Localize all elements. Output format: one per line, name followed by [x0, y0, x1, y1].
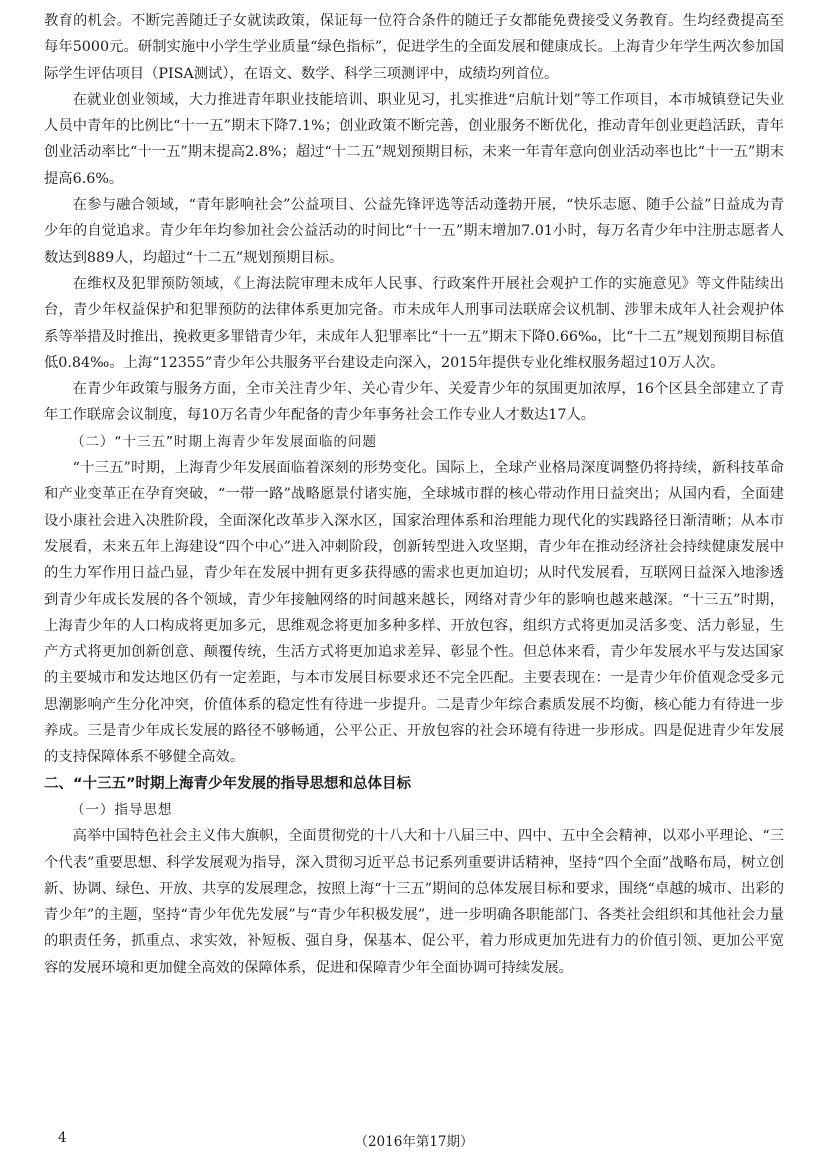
subheading-problems: （二）“十三五”时期上海青少年发展面临的问题: [71, 433, 377, 450]
page-number: 4: [58, 1130, 67, 1146]
subheading-guiding-ideology: （一）指导思想: [71, 801, 173, 818]
paragraph-employment: 在就业创业领域，大力推进青年职业技能培训、职业见习，扎实推进“启航计划”等工作项目，本市城镇登记失业人员中青年的比例比“十一五”期末下降7.1%；创业政策不断完善，创业服务不断优化，推动青年创业更趋活跃，青年创业活动率比“十一五”期末提高2.8%；超过“十二五”规划预期目标，未来一年青年意向创业活动率也比“十一五”期末提高6.6%。: [44, 91, 784, 187]
page-footer: [44, 1130, 784, 1154]
section-heading-guiding-ideology: 二、“十三五”时期上海青少年发展的指导思想和总体目标: [44, 775, 412, 792]
document-body: [44, 8, 784, 981]
paragraph-policy-services: 在青少年政策与服务方面，全市关注青少年、关心青少年、关爱青少年的氛围更加浓厚，16个区县全部建立了青年工作联席会议制度，每10万名青少年配备的青少年事务社会工作专业人才数达17人。: [44, 381, 784, 424]
paragraph-education-continued: 教育的机会。不断完善随迁子女就读政策，保证每一位符合条件的随迁子女都能免费接受义务教育。生均经费提高至每年5000元。研制实施中小学生学业质量“绿色指标”，促进学生的全面发展和健康成长。上海青少年学生两次参加国际学生评估项目（PISA测试），在语文、数学、科学三项测评中，成绩均列首位。: [44, 13, 784, 82]
paragraph-participation: 在参与融合领域，“青年影响社会”公益项目、公益先锋评选等活动蓬勃开展，“快乐志愿、随手公益”日益成为青少年的自觉追求。青少年年均参加社会公益活动的时间比“十一五”期末增加7.01小时，每万名青少年中注册志愿者人数达到889人，均超过“十二五”规划预期目标。: [44, 197, 784, 266]
paragraph-guiding-ideology: 高举中国特色社会主义伟大旗帜，全面贯彻党的十八大和十八届三中、四中、五中全会精神，以邓小平理论、“三个代表”重要思想、科学发展观为指导，深入贯彻习近平总书记系列重要讲话精神，坚持“四个全面”战略布局，树立创新、协调、绿色、开放、共享的发展理念，按照上海“十三五”期间的总体发展目标和要求，围绕“卓越的城市、出彩的青少年”的主题，坚持“青少年优先发展”与“青少年积极发展”，进一步明确各职能部门、各类社会组织和其他社会力量的职责任务，抓重点、求实效，补短板、强自身，保基本、促公平，着力形成更加先进有力的价值引领、更加公平宽容的发展环境和更加健全高效的保障体系，促进和保障青少年全面协调可持续发展。: [44, 828, 784, 976]
issue-label: （2016年第17期）: [354, 1134, 474, 1150]
paragraph-problems: “十三五”时期，上海青少年发展面临着深刻的形势变化。国际上，全球产业格局深度调整仍将持续，新科技革命和产业变革正在孕育突破，“一带一路”战略愿景付诸实施，全球城市群的核心带动作用日益突出；从国内看，全面建设小康社会进入决胜阶段，全面深化改革步入深水区，国家治理体系和治理能力现代化的实践路径日渐清晰；从本市发展看，未来五年上海建设“四个中心”进入冲刺阶段，创新转型进入攻坚期，青少年在推动经济社会持续健康发展中的生力军作用日益凸显，青少年在发展中拥有更多获得感的需求也更加迫切；从时代发展看，互联网日益深入地渗透到青少年成长发展的各个领域，青少年接触网络的时间越来越长，网络对青少年的影响也越来越深。“十三五”时期，上海青少年的人口构成将更加多元，思维观念将更加多种多样、开放包容，组织方式将更加灵活多变、活力彰显，生产方式将更加创新创意、颠覆传统，生活方式将更加追求差异、彰显个性。但总体来看，青少年发展水平与发达国家的主要城市和发达地区仍有一定差距，与本市发展目标要求还不完全匹配。主要表现在：一是青少年价值观念受多元思潮影响产生分化冲突，价值体系的稳定性有待进一步提升。二是青少年综合素质发展不均衡，核心能力有待进一步养成。三是青少年成长发展的路径不够畅通，公平公正、开放包容的社会环境有待进一步形成。四是促进青少年发展的支持保障体系不够健全高效。: [44, 460, 784, 766]
paragraph-rights-protection: 在维权及犯罪预防领域，《上海法院审理未成年人民事、行政案件开展社会观护工作的实施意见》等文件陆续出台，青少年权益保护和犯罪预防的法律体系更加完备。市未成年人刑事司法联席会议机制、涉罪未成年人社会观护体系等举措及时推出，挽救更多罪错青少年，未成年人犯罪率比“十一五”期末下降0.66‰，比“十二五”规划预期目标值低0.84‰。上海“12355”青少年公共服务平台建设走向深入，2015年提供专业化维权服务超过10万人次。: [44, 275, 784, 371]
